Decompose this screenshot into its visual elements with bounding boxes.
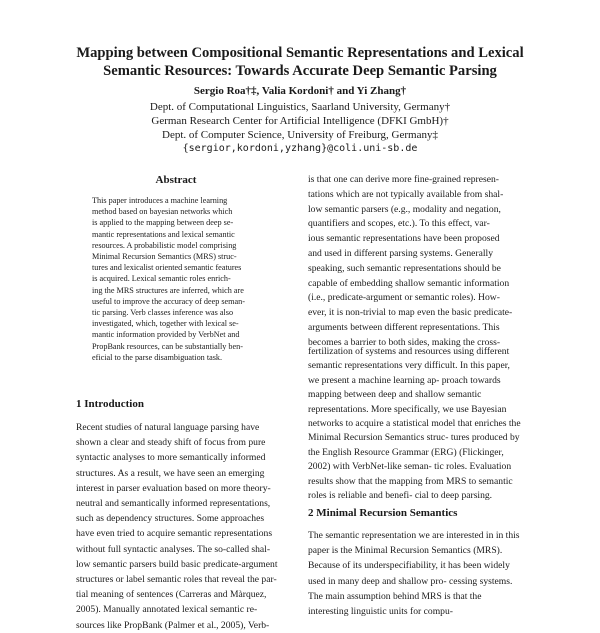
abstract-line: eficial to the parse disambiguation task.: [92, 352, 223, 362]
body-line: sources like PropBank (Palmer et al., 2005), Verb-: [76, 619, 270, 631]
body-line: without full syntactic analyses. The so-called shal-: [76, 543, 271, 555]
body-line: low semantic parsers (e.g., modality and negation,: [308, 203, 501, 215]
body-line: tic roles. Evaluation results show that the mapping: [308, 461, 512, 487]
abstract-line: ing the MRS structures are inferred, which are: [92, 285, 244, 295]
body-line: fertilization of systems and resources using different: [308, 346, 510, 357]
abstract-line: Minimal Recursion Semantics (MRS) struc-: [92, 252, 237, 262]
section-heading-mrs: 2 Minimal Recursion Semantics: [308, 507, 458, 519]
body-line: tations which are not typically available from shal-: [308, 188, 504, 200]
body-line: semantic representations very difficult.: [308, 360, 458, 372]
abstract-heading: Abstract: [155, 174, 197, 186]
author-email: {sergior,kordoni,yzhang}@coli.uni-sb.de: [182, 143, 418, 154]
body-line: been widely used in many deep and shallow pro-: [308, 560, 510, 587]
body-line: have even tried to acquire semantic representations: [76, 528, 273, 540]
body-line: is that one can derive more fine-grained represen-: [308, 174, 499, 185]
body-line: 2005). Manually annotated lexical semantic re-: [76, 604, 258, 616]
right-column-paragraph-2: [308, 345, 522, 503]
body-line: ious semantic representations have been proposed: [308, 233, 500, 245]
abstract-line: This paper introduces a machine learning: [92, 196, 228, 205]
author-list: Sergio Roa†‡, Valia Kordoni† and Yi Zhang†: [193, 85, 407, 97]
body-line: low semantic parsers build basic predicate-argument: [76, 558, 278, 570]
body-line: (MRS). Because of its underspecifiability, it has: [308, 545, 503, 572]
abstract-line: tures and lexicalist oriented semantic features: [92, 263, 242, 273]
title-line-1: Mapping between Compositional Semantic Representations and Lexical: [76, 45, 524, 61]
body-line: quantifiers and scopes, etc.). To this effect, var-: [308, 218, 490, 230]
body-line: shown a clear and steady shift of focus from pure: [76, 437, 266, 449]
body-line: structures or label semantic roles that reveal the par-: [76, 574, 277, 586]
affiliation-2: German Research Center for Artificial Intelligence (DFKI GmbH)†: [151, 115, 449, 127]
body-line: tial meaning of sentences (Carreras and Màrquez,: [76, 589, 267, 601]
affiliation-3: Dept. of Computer Science, University of Freiburg, Germany‡: [162, 129, 438, 141]
affiliation-1: Dept. of Computational Linguistics, Saarland University, Germany†: [149, 101, 451, 113]
mrs-section-body: [308, 528, 522, 619]
abstract-line: tic parsing. Verb classes inference was also: [92, 308, 234, 318]
body-line: Recent studies of natural language parsing have: [76, 422, 260, 433]
body-line: Bayesian networks to acquire a statistical model that: [308, 403, 507, 430]
title-line-2: Semantic Resources: Towards Accurate Deep Semantic Parsing: [103, 63, 497, 79]
body-line: syntactic analyses to more semantically informed: [76, 452, 266, 464]
body-line: tures produced by the English Resource Grammar: [308, 432, 520, 458]
body-line: is that the interesting linguistic units for compu-: [308, 590, 482, 618]
body-line: enriches the Minimal Recursion Semantics struc-: [308, 418, 521, 444]
body-line: and used in different parsing systems. Generally: [308, 247, 493, 259]
abstract-line: investigated, which, together with lexical se-: [92, 319, 239, 329]
abstract-line: PropBank resources, can be substantially ben-: [92, 341, 243, 351]
body-line: such as dependency structures. Some approaches: [76, 513, 265, 525]
body-line: capable of embedding shallow semantic information: [308, 277, 510, 289]
abstract-line: is applied to the mapping between deep se-: [92, 218, 234, 228]
body-line: arguments between different representations. This: [308, 321, 500, 333]
body-line: structures. As a result, we have seen an emerging: [76, 467, 265, 479]
body-line: interest in parser evaluation based on more theory-: [76, 482, 271, 494]
body-line: proach towards mapping between deep and shallow: [308, 374, 501, 401]
paper-title: [40, 44, 560, 80]
body-line: cial to deep parsing.: [414, 490, 493, 502]
abstract-line: method based on bayesian networks which: [92, 207, 233, 217]
body-line: cessing systems. The main assumption behind MRS: [308, 575, 513, 602]
body-line: speaking, such semantic representations should be: [308, 262, 501, 274]
body-line: (i.e., predicate-argument or semantic roles). How-: [308, 292, 500, 304]
abstract-line: resources. A probabilistic model comprising: [92, 240, 237, 250]
body-line: from MRS to semantic roles is reliable and benefi-: [308, 475, 513, 502]
body-line: neutral and semantically informed representations,: [76, 498, 271, 510]
body-line: ever, it is non-trivial to map even the basic predicate-: [308, 307, 513, 319]
body-line: In this paper, we present a machine learning ap-: [308, 360, 510, 386]
right-column-paragraph-1: [308, 173, 522, 351]
body-line: The semantic representation we are interested in: [308, 530, 494, 541]
abstract-line: mantic information provided by VerbNet and: [92, 330, 240, 340]
body-line: (ERG) (Flickinger, 2002) with VerbNet-like seman-: [308, 446, 504, 473]
body-line: becomes a barrier to both sides, making the cross-: [308, 336, 501, 348]
body-line: semantic representations. More specifically, we use: [308, 389, 482, 415]
abstract-body: [92, 195, 257, 363]
abstract-line: is acquired. Lexical semantic roles enrich-: [92, 274, 231, 284]
body-line: in this paper is the Minimal Recursion Semantics: [308, 530, 520, 557]
abstract-line: useful to improve the accuracy of deep seman-: [92, 296, 245, 306]
abstract-line: mantic representations and lexical semantic: [92, 229, 235, 239]
section-heading-introduction: 1 Introduction: [76, 398, 144, 410]
introduction-body: [76, 420, 284, 633]
